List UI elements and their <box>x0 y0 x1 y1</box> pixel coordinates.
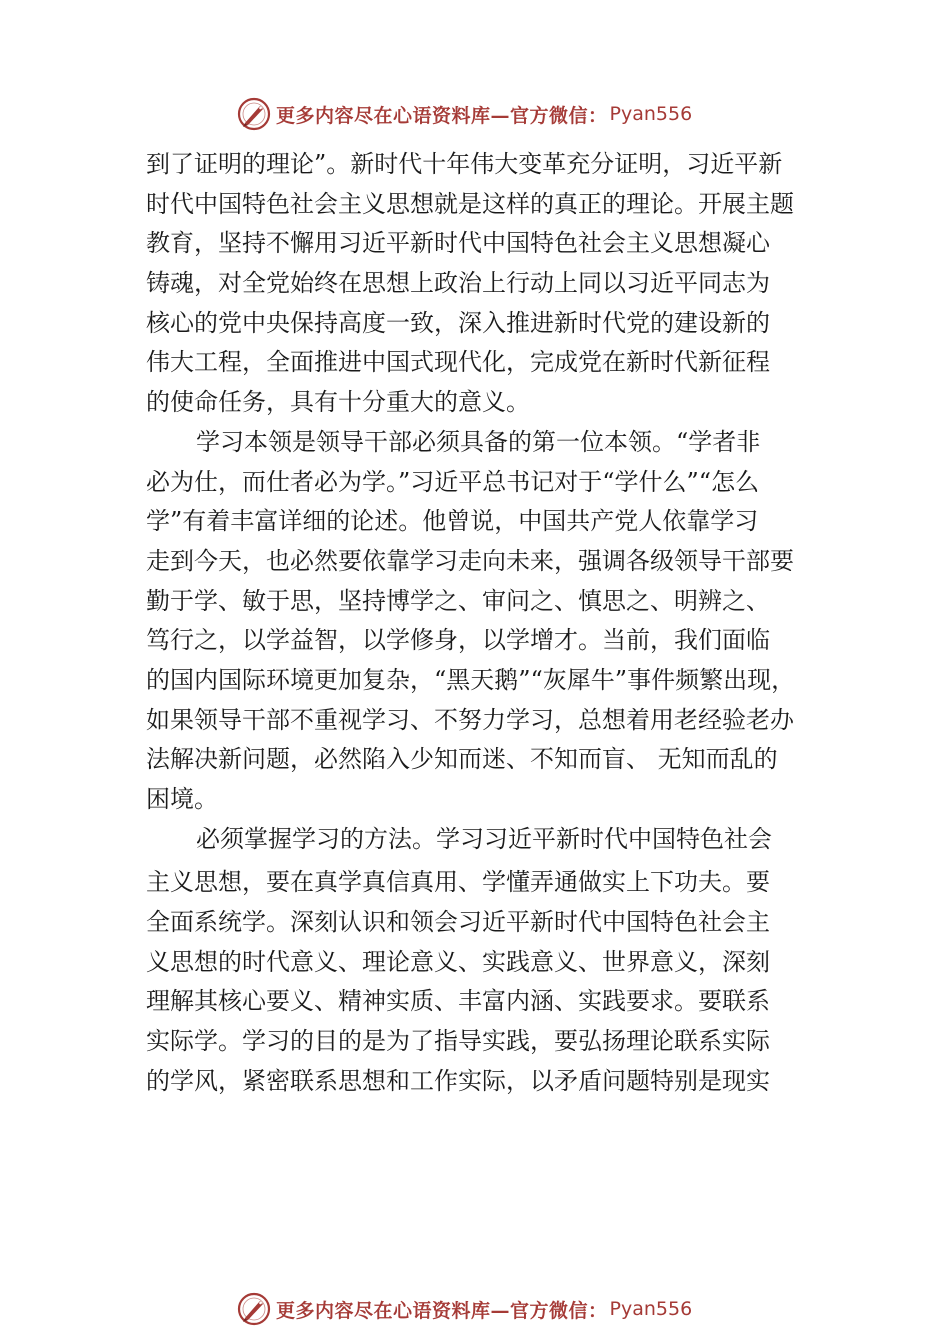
paragraph-1 <box>146 145 836 423</box>
watermark-contact: Pyan556 <box>609 1298 693 1320</box>
text-line: 的使命任务，具有十分重大的意义。 <box>146 388 530 417</box>
document-body <box>146 145 836 1102</box>
text-line: 主义思想，要在真学真信真用、学懂弄通做实上下功夫。要 <box>146 868 770 897</box>
paragraph-3 <box>146 820 836 1102</box>
header-watermark <box>236 94 692 134</box>
watermark-text: 更多内容尽在心语资料库—官方微信： <box>276 1299 608 1322</box>
text-line: 全面系统学。深刻认识和领会习近平新时代中国特色社会主 <box>146 908 770 937</box>
text-line: 学习本领是领导干部必须具备的第一位本领。“学者非 <box>196 427 761 456</box>
text-line: 铸魂，对全党始终在思想上政治上行动上同以习近平同志为 <box>146 269 770 298</box>
pen-logo-icon <box>236 96 272 132</box>
pen-logo-icon <box>236 1291 272 1327</box>
text-line: 勤于学、敏于思，坚持博学之、审问之、慎思之、明辨之、 <box>146 586 770 615</box>
text-line: 时代中国特色社会主义思想就是这样的真正的理论。开展主题 <box>146 189 794 218</box>
text-line: 伟大工程，全面推进中国式现代化，完成党在新时代新征程 <box>146 348 770 377</box>
text-line: 必为仕，而仕者必为学。”习近平总书记对于“学什么”“怎么 <box>146 467 760 496</box>
text-line: 走到今天，也必然要依靠学习走向未来，强调各级领导干部要 <box>146 546 794 575</box>
text-line: 核心的党中央保持高度一致，深入推进新时代党的建设新的 <box>146 308 770 337</box>
text-line: 学”有着丰富详细的论述。他曾说，中国共产党人依靠学习 <box>146 507 759 536</box>
text-line: 到了证明的理论”。新时代十年伟大变革充分证明，习近平新 <box>146 150 783 178</box>
text-line: 理解其核心要义、精神实质、丰富内涵、实践要求。要联系 <box>146 987 770 1016</box>
text-line: 的国内国际环境更加复杂，“黑天鹅”“灰犀牛”事件频繁出现， <box>146 665 796 694</box>
watermark-contact: Pyan556 <box>609 103 693 125</box>
text-line: 的学风，紧密联系思想和工作实际，以矛盾问题特别是现实 <box>146 1066 770 1095</box>
text-line: 实际学。学习的目的是为了指导实践，要弘扬理论联系实际 <box>146 1027 770 1056</box>
text-line: 义思想的时代意义、理论意义、实践意义、世界意义，深刻 <box>146 947 770 976</box>
text-line: 困境。 <box>146 785 218 813</box>
paragraph-2 <box>146 423 836 820</box>
text-line: 笃行之，以学益智，以学修身，以学增才。当前，我们面临 <box>146 626 770 655</box>
footer-watermark <box>236 1289 692 1329</box>
text-line: 如果领导干部不重视学习、不努力学习，总想着用老经验老办 <box>146 705 794 734</box>
text-line: 必须掌握学习的方法。学习习近平新时代中国特色社会 <box>196 824 772 853</box>
watermark-text: 更多内容尽在心语资料库—官方微信： <box>276 104 608 127</box>
text-line: 教育，坚持不懈用习近平新时代中国特色社会主义思想凝心 <box>146 229 770 258</box>
text-line: 法解决新问题，必然陷入少知而迷、不知而盲、 无知而乱的 <box>146 745 778 774</box>
